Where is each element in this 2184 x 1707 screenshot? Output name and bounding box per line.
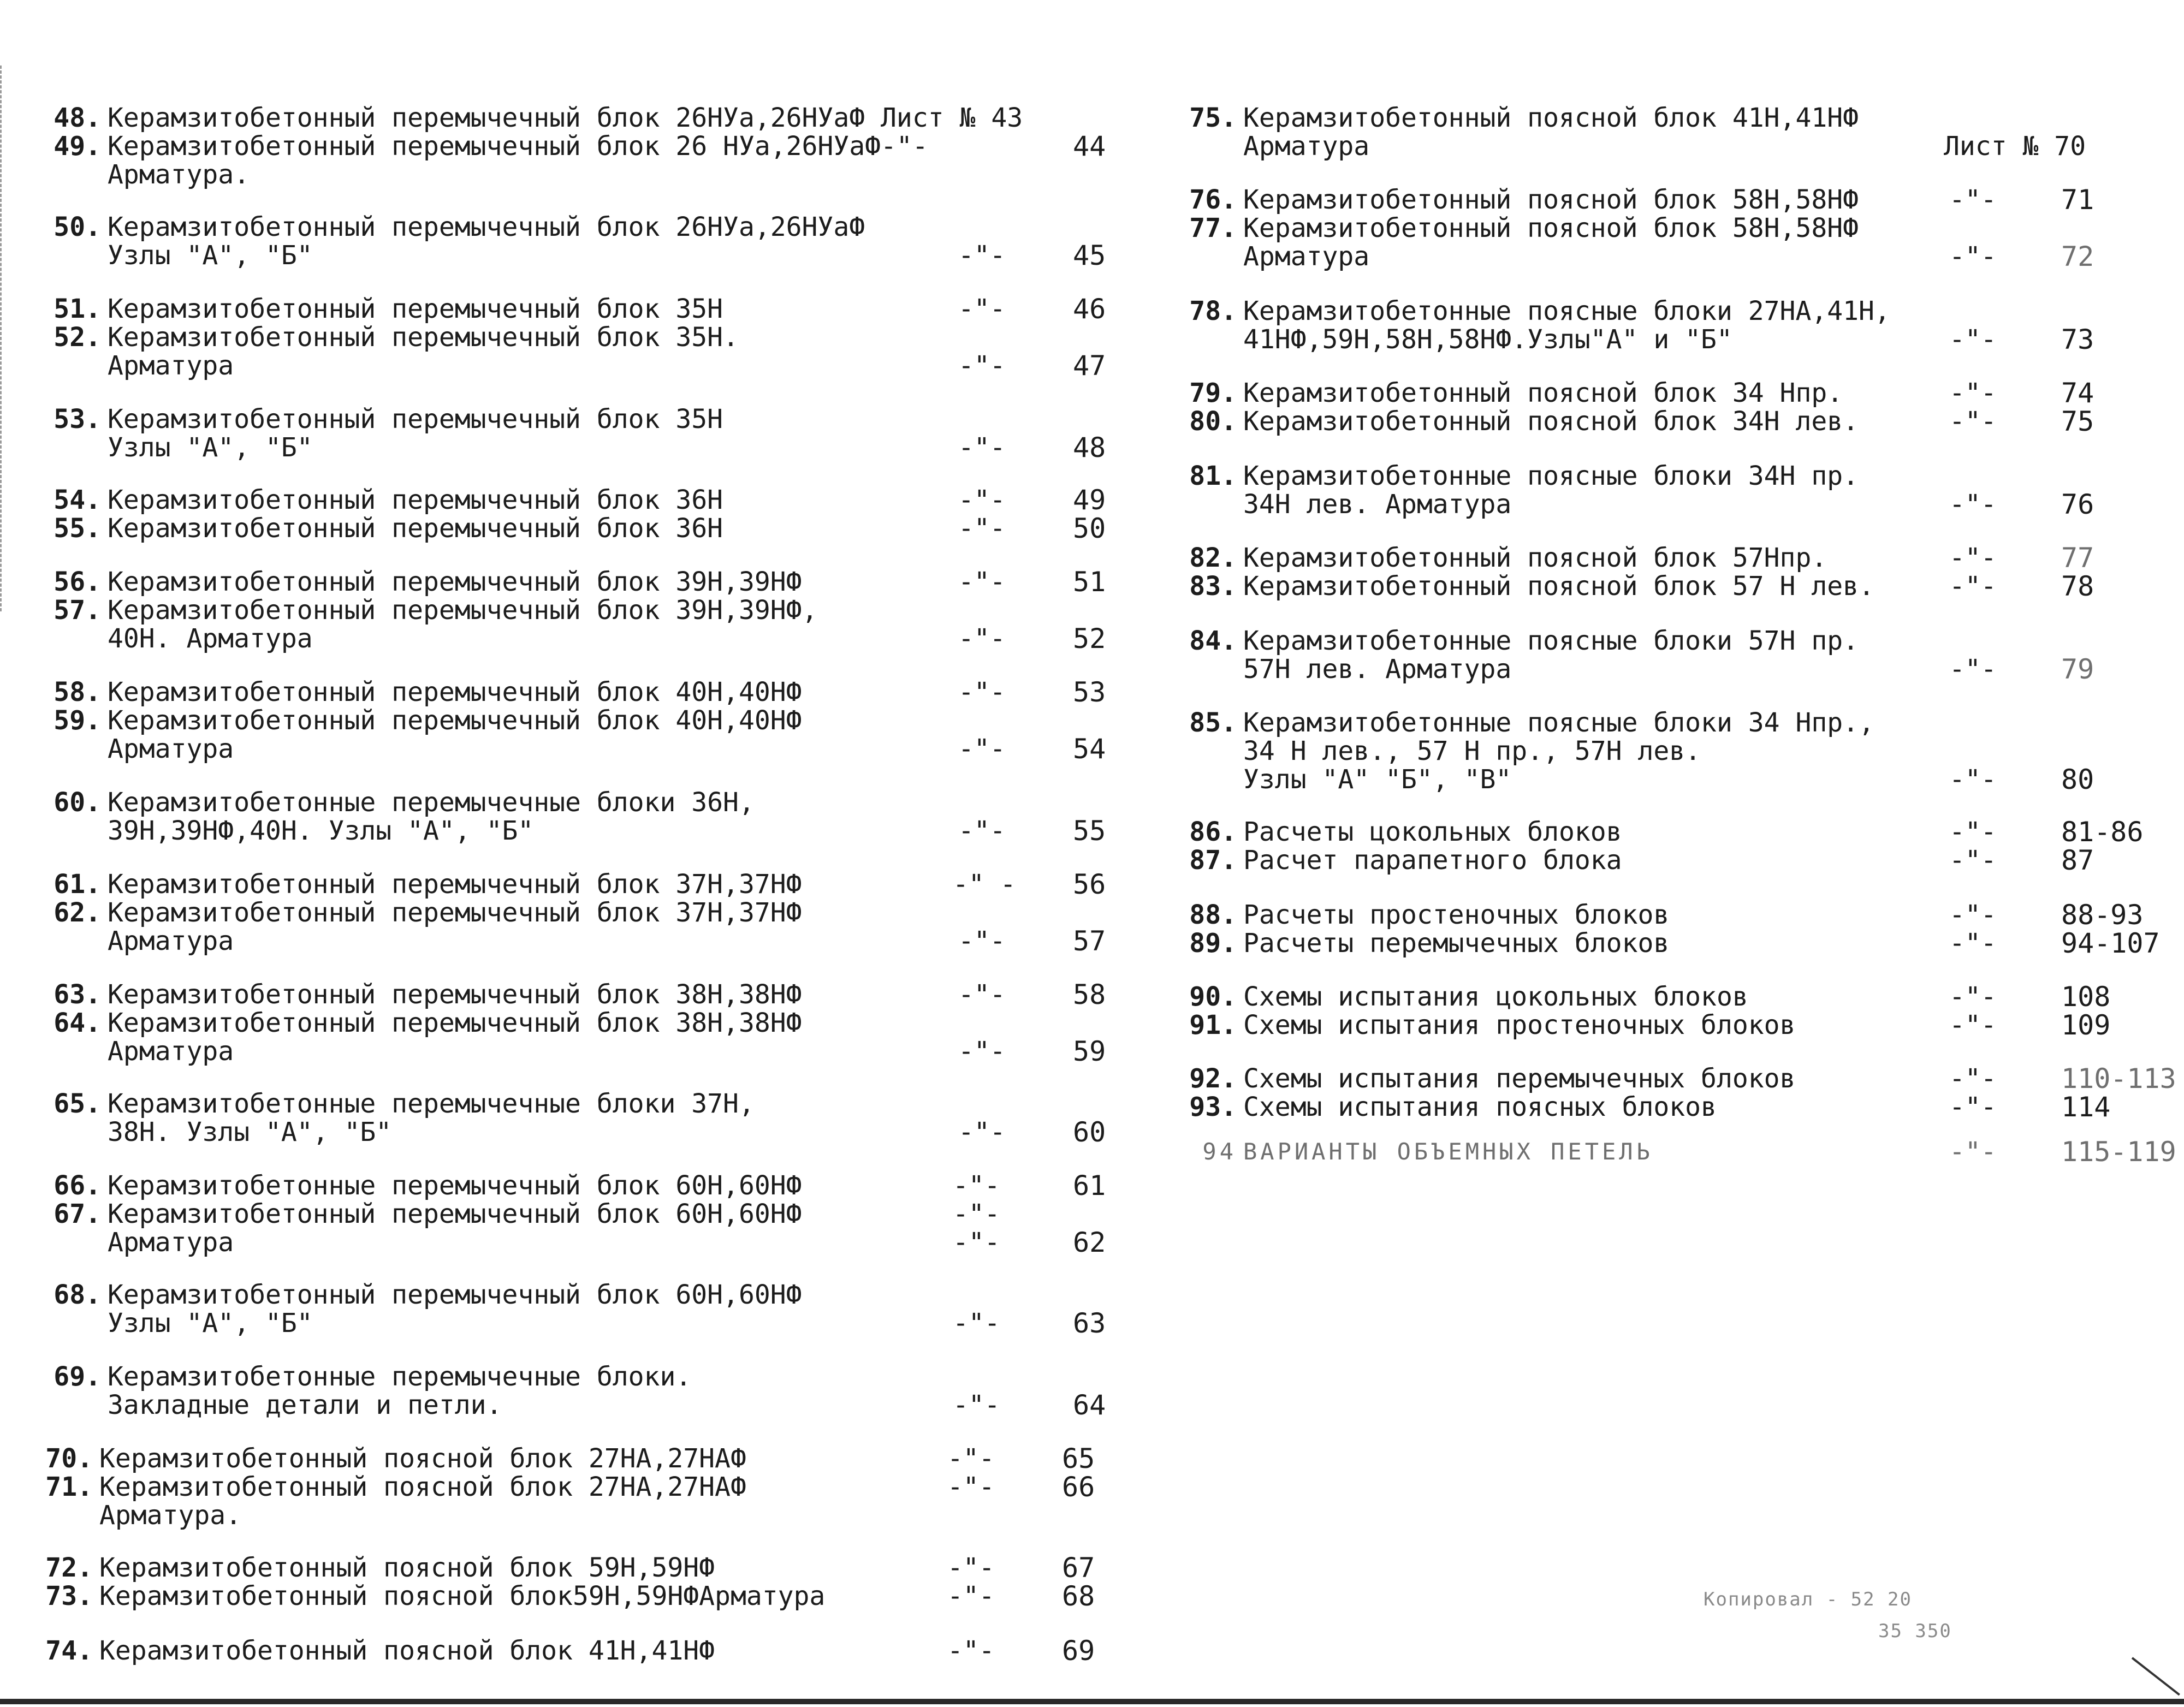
mark-80: -"-: [1949, 406, 1997, 437]
mark-93: -"-: [1949, 1092, 1997, 1122]
mark-81: -"-: [1949, 489, 1997, 520]
sheet-70: 65: [1062, 1443, 1095, 1474]
mark-58: -"-: [958, 677, 1006, 707]
sheet-68: 63: [1073, 1307, 1106, 1339]
entry-70: 70. Керамзитобетонный поясной блок 27НА,27НАФ: [45, 1443, 746, 1474]
sheet-51: 46: [1073, 293, 1106, 325]
mark-59: -"-: [958, 734, 1006, 764]
mark-92: -"-: [1949, 1063, 1997, 1094]
sheet-82: 77: [2061, 542, 2094, 574]
entry-62: 62. Керамзитобетонный перемычечный блок 37Н,37НФ Арматура: [54, 897, 802, 956]
sheet-73: 68: [1062, 1580, 1095, 1612]
mark-57: -"-: [958, 623, 1006, 654]
sheet-60: 55: [1073, 815, 1106, 847]
sheet-81: 76: [2061, 489, 2094, 520]
entry-58: 58. Керамзитобетонный перемычечный блок 40Н,40НФ: [54, 677, 802, 707]
sheet-53: 48: [1073, 432, 1106, 463]
sheet-61: 56: [1073, 869, 1106, 900]
mark-90: -"-: [1949, 982, 1997, 1012]
entry-67: 67. Керамзитобетонный перемычечный блок 60Н,60НФ Арматура: [54, 1199, 802, 1258]
sheet-67: 62: [1073, 1227, 1106, 1258]
sheet-66: 61: [1073, 1170, 1106, 1202]
sheet-93: 114: [2061, 1091, 2111, 1123]
entry-84: 84. Керамзитобетонные поясные блоки 57Н пр. 57Н лев. Арматура: [1189, 626, 1859, 685]
entry-92: 92. Схемы испытания перемычечных блоков: [1189, 1063, 1796, 1094]
mark-78: -"-: [1949, 324, 1997, 355]
mark-64: -"-: [958, 1036, 1006, 1067]
sheet-94: 115-119: [2061, 1136, 2176, 1168]
right-column: [1174, 0, 2184, 1692]
entry-54: 54. Керамзитобетонный перемычечный блок 36Н: [54, 485, 723, 515]
entry-59: 59. Керамзитобетонный перемычечный блок 40Н,40НФ Арматура: [54, 705, 802, 764]
sheet-59: 54: [1073, 733, 1106, 765]
mark-71: -"-: [947, 1472, 995, 1502]
entry-79: 79. Керамзитобетонный поясной блок 34 Нпр.: [1189, 378, 1843, 408]
entry-78: 78. Керамзитобетонные поясные блоки 27НА,41Н, 41НФ,59Н,58Н,58НФ.Узлы"А" и "Б": [1189, 296, 1890, 355]
mark-73: -"-: [947, 1581, 995, 1611]
sheet-50: 45: [1073, 240, 1106, 271]
entry-61: 61. Керамзитобетонный перемычечный блок 37Н,37НФ: [54, 869, 802, 900]
sheet-79: 74: [2061, 377, 2094, 409]
mark-82: -"-: [1949, 543, 1997, 573]
sheet-69: 64: [1073, 1389, 1106, 1421]
entry-66: 66. Керамзитобетонные перемычечный блок 60Н,60НФ: [54, 1170, 802, 1201]
entry-85: 85. Керамзитобетонные поясные блоки 34 Нпр., 34 Н лев., 57 Н пр., 57Н лев. Узлы "А" "Б", "В": [1189, 707, 1874, 795]
sheet-86: 81-86: [2061, 816, 2144, 848]
sheet-56: 51: [1073, 566, 1106, 598]
sheet-65: 60: [1073, 1116, 1106, 1148]
entry-81: 81. Керамзитобетонные поясные блоки 34Н пр. 34Н лев. Арматура: [1189, 461, 1859, 520]
mark-72: -"-: [947, 1553, 995, 1583]
mark-79: -"-: [1949, 378, 1997, 408]
mark-52: -"-: [958, 350, 1006, 381]
entry-51: 51. Керамзитобетонный перемычечный блок 35Н: [54, 294, 723, 324]
sheet-80: 75: [2061, 406, 2094, 437]
entry-64: 64. Керамзитобетонный перемычечный блок 38Н,38НФ Арматура: [54, 1008, 802, 1067]
entry-72: 72. Керамзитобетонный поясной блок 59Н,59НФ: [45, 1553, 715, 1583]
sheet-89: 94-107: [2061, 927, 2160, 959]
mark-84: -"-: [1949, 654, 1997, 685]
sheet-58: 53: [1073, 676, 1106, 708]
entry-49: 49. Керамзитобетонный перемычечный блок 26 НУа,26НУаФ-"- Арматура.: [54, 131, 928, 190]
entry-65: 65. Керамзитобетонные перемычечные блоки 37Н, 38Н. Узлы "А", "Б": [54, 1089, 755, 1147]
entry-93: 93. Схемы испытания поясных блоков: [1189, 1092, 1717, 1122]
sheet-76: 71: [2061, 184, 2094, 216]
mark-51: -"-: [958, 294, 1006, 324]
sheet-63: 58: [1073, 979, 1106, 1010]
entry-69: 69. Керамзитобетонные перемычечные блоки. Закладные детали и петли.: [54, 1361, 692, 1420]
sheet-87: 87: [2061, 844, 2094, 876]
bottom-border: [0, 1699, 2184, 1704]
entry-77: 77. Керамзитобетонный поясной блок 58Н,58НФ Арматура: [1189, 213, 1859, 272]
entry-86: 86. Расчеты цокольных блоков: [1189, 817, 1622, 847]
sheet-54: 49: [1073, 484, 1106, 516]
entry-56: 56. Керамзитобетонный перемычечный блок 39Н,39НФ: [54, 567, 802, 597]
mark-54: -"-: [958, 485, 1006, 515]
mark-50: -"-: [958, 240, 1006, 271]
entry-87: 87. Расчет парапетного блока: [1189, 845, 1622, 876]
sheet-77: 72: [2061, 241, 2094, 272]
entry-57: 57. Керамзитобетонный перемычечный блок 39Н,39НФ, 40Н. Арматура: [54, 595, 818, 654]
sheet-91: 109: [2061, 1009, 2111, 1041]
mark-89: -"-: [1949, 928, 1997, 959]
mark-86: -"-: [1949, 817, 1997, 847]
mark-91: -"-: [1949, 1010, 1997, 1040]
mark-61: -" -: [953, 869, 1016, 900]
mark-63: -"-: [958, 979, 1006, 1010]
entry-68: 68. Керамзитобетонный перемычечный блок 60Н,60НФ Узлы "А", "Б": [54, 1280, 802, 1339]
mark-85: -"-: [1949, 764, 1997, 795]
stamp-line-1: Копировал - 52 20: [1704, 1589, 1912, 1610]
entry-80: 80. Керамзитобетонный поясной блок 34Н лев.: [1189, 406, 1859, 437]
entry-94: 94 ВАРИАНТЫ ОБЪЕМНЫХ ПЕТЕЛЬ: [1202, 1138, 1653, 1165]
sheet-83: 78: [2061, 570, 2094, 602]
mark-69: -"-: [953, 1390, 1000, 1420]
mark-62: -"-: [958, 926, 1006, 956]
sheet-90: 108: [2061, 981, 2111, 1013]
entry-82: 82. Керамзитобетонный поясной блок 57Нпр.: [1189, 543, 1827, 573]
entry-90: 90. Схемы испытания цокольных блоков: [1189, 982, 1748, 1012]
sheet-57: 52: [1073, 623, 1106, 655]
mark-87: -"-: [1949, 845, 1997, 876]
mark-65: -"-: [958, 1117, 1006, 1147]
entry-76: 76. Керамзитобетонный поясной блок 58Н,58НФ: [1189, 185, 1859, 215]
sheet-62: 57: [1073, 925, 1106, 957]
entry-53: 53. Керамзитобетонный перемычечный блок 35Н Узлы "А", "Б": [54, 404, 723, 463]
mark-74: -"-: [947, 1635, 995, 1666]
entry-50: 50. Керамзитобетонный перемычечный блок 26НУа,26НУаФ Узлы "А", "Б": [54, 212, 865, 271]
entry-55: 55. Керамзитобетонный перемычечный блок 36Н: [54, 513, 723, 544]
stamp-line-2: 35 350: [1878, 1620, 1952, 1642]
entry-91: 91. Схемы испытания простеночных блоков: [1189, 1010, 1796, 1040]
mark-94: -"-: [1949, 1137, 1997, 1167]
mark-70: -"-: [947, 1443, 995, 1474]
entry-71: 71. Керамзитобетонный поясной блок 27НА,27НАФ Арматура.: [45, 1472, 746, 1531]
sheet-72: 67: [1062, 1552, 1095, 1584]
entry-63: 63. Керамзитобетонный перемычечный блок 38Н,38НФ: [54, 979, 802, 1010]
sheet-88: 88-93: [2061, 899, 2144, 931]
mark-68: -"-: [953, 1308, 1000, 1339]
entry-83: 83. Керамзитобетонный поясной блок 57 Н лев.: [1189, 571, 1874, 602]
mark-66: -"-: [953, 1170, 1000, 1201]
mark-83: -"-: [1949, 571, 1997, 602]
mark-53: -"-: [958, 432, 1006, 463]
entry-60: 60. Керамзитобетонные перемычечные блоки 36Н, 39Н,39НФ,40Н. Узлы "А", "Б": [54, 787, 755, 846]
sheet-74: 69: [1062, 1635, 1095, 1667]
sheet-52: 47: [1073, 350, 1106, 382]
mark-75: Лист № 70: [1944, 131, 2086, 162]
mark-88: -"-: [1949, 900, 1997, 930]
sheet-71: 66: [1062, 1471, 1095, 1503]
sheet-49: 44: [1073, 130, 1106, 162]
entry-73: 73. Керамзитобетонный поясной блок59Н,59НФАрматура: [45, 1581, 826, 1611]
sheet-84: 79: [2061, 653, 2094, 685]
sheet-92: 110-113: [2061, 1063, 2176, 1095]
entry-74: 74. Керамзитобетонный поясной блок 41Н,41НФ: [45, 1635, 715, 1666]
entry-48: 48. Керамзитобетонный перемычечный блок 26НУа,26НУаФ Лист № 43: [54, 103, 1023, 133]
entry-75: 75. Керамзитобетонный поясной блок 41Н,41НФ Арматура: [1189, 103, 1859, 162]
mark-56: -"-: [958, 567, 1006, 597]
mark-67: -"- -"-: [953, 1199, 1000, 1258]
sheet-64: 59: [1073, 1036, 1106, 1067]
entry-89: 89. Расчеты перемычечных блоков: [1189, 928, 1670, 959]
mark-55: -"-: [958, 513, 1006, 544]
entry-52: 52. Керамзитобетонный перемычечный блок 35Н. Арматура: [54, 322, 739, 381]
sheet-85: 80: [2061, 764, 2094, 795]
mark-60: -"-: [958, 816, 1006, 846]
mark-77: -"-: [1949, 241, 1997, 272]
mark-76: -"-: [1949, 185, 1997, 215]
sheet-78: 73: [2061, 324, 2094, 355]
entry-88: 88. Расчеты простеночных блоков: [1189, 900, 1670, 930]
sheet-55: 50: [1073, 513, 1106, 544]
